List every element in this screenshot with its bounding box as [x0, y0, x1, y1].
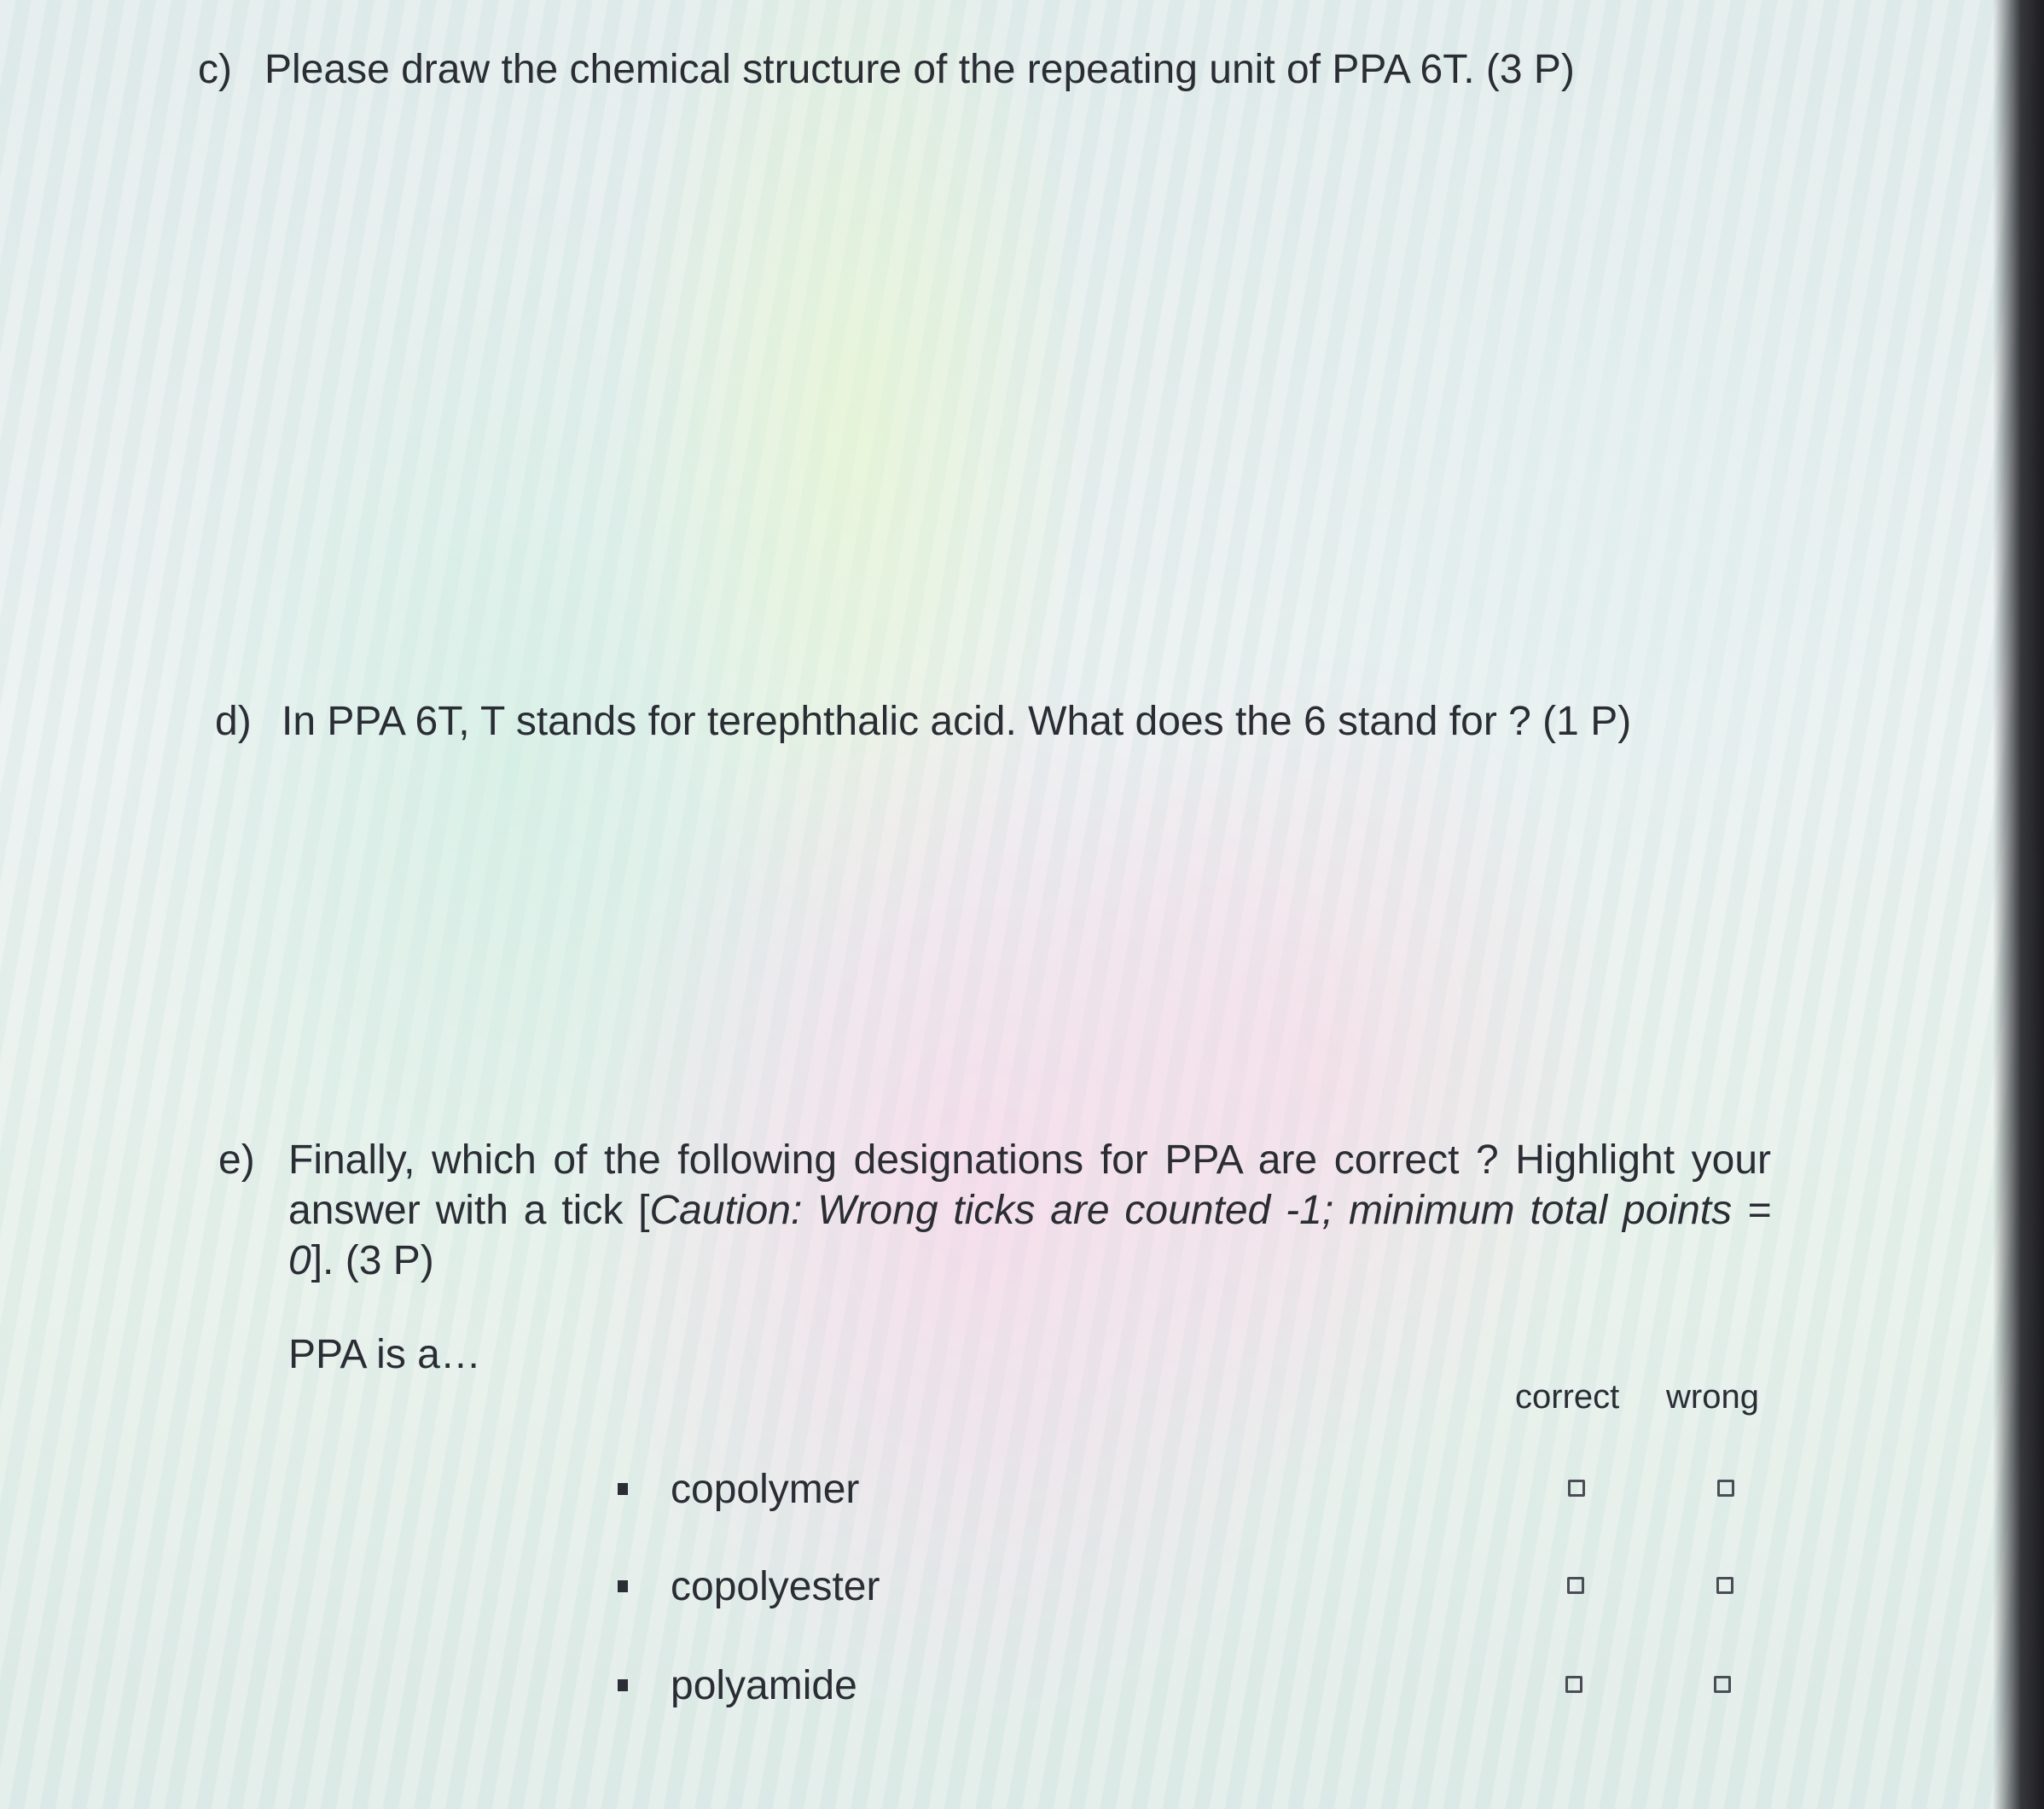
option-label: polyamide: [671, 1663, 857, 1708]
option-row-copolymer: [0, 1464, 2044, 1524]
question-d: [215, 696, 1631, 747]
bullet-icon: [618, 1483, 628, 1495]
option-row-copolyester: [0, 1562, 2044, 1621]
question-c: [198, 44, 1575, 96]
question-c-label: c): [198, 47, 232, 92]
checkbox-wrong-copolyester[interactable]: [1716, 1577, 1733, 1594]
bullet-icon: [618, 1580, 628, 1592]
question-d-label: d): [215, 699, 252, 744]
checkbox-correct-copolymer[interactable]: [1568, 1480, 1585, 1497]
ppa-intro: PPA is a…: [288, 1332, 481, 1377]
option-label: copolymer: [671, 1467, 860, 1512]
checkbox-correct-polyamide[interactable]: [1565, 1676, 1582, 1693]
bullet-icon: [618, 1679, 628, 1691]
question-c-text: Please draw the chemical structure of the repeating unit of PPA 6T. (3 P): [264, 47, 1575, 92]
checkbox-wrong-copolymer[interactable]: [1717, 1480, 1734, 1497]
monitor-bezel-edge: [1993, 0, 2044, 1809]
question-e-text: [288, 1135, 1771, 1286]
column-header-wrong: wrong: [1666, 1378, 1759, 1416]
option-label: copolyester: [671, 1564, 880, 1609]
question-e-caution: Caution: Wrong ticks are counted -1; minimum total points = 0: [288, 1188, 1772, 1283]
checkbox-wrong-polyamide[interactable]: [1714, 1676, 1731, 1693]
question-e-text-tail: ]. (3 P): [311, 1238, 434, 1283]
question-d-text: In PPA 6T, T stands for terephthalic acid. What does the 6 stand for ? (1 P): [282, 699, 1632, 744]
question-e-label: e): [218, 1137, 255, 1183]
question-e: [218, 1135, 1771, 1286]
option-row-polyamide: [0, 1661, 2044, 1720]
question-e-text-lead: Finally, which of the following designations for PPA are correct ? Highlight your answer with a tick [: [288, 1137, 1771, 1233]
column-header-correct: correct: [1515, 1378, 1620, 1416]
checkbox-correct-copolyester[interactable]: [1567, 1577, 1584, 1594]
